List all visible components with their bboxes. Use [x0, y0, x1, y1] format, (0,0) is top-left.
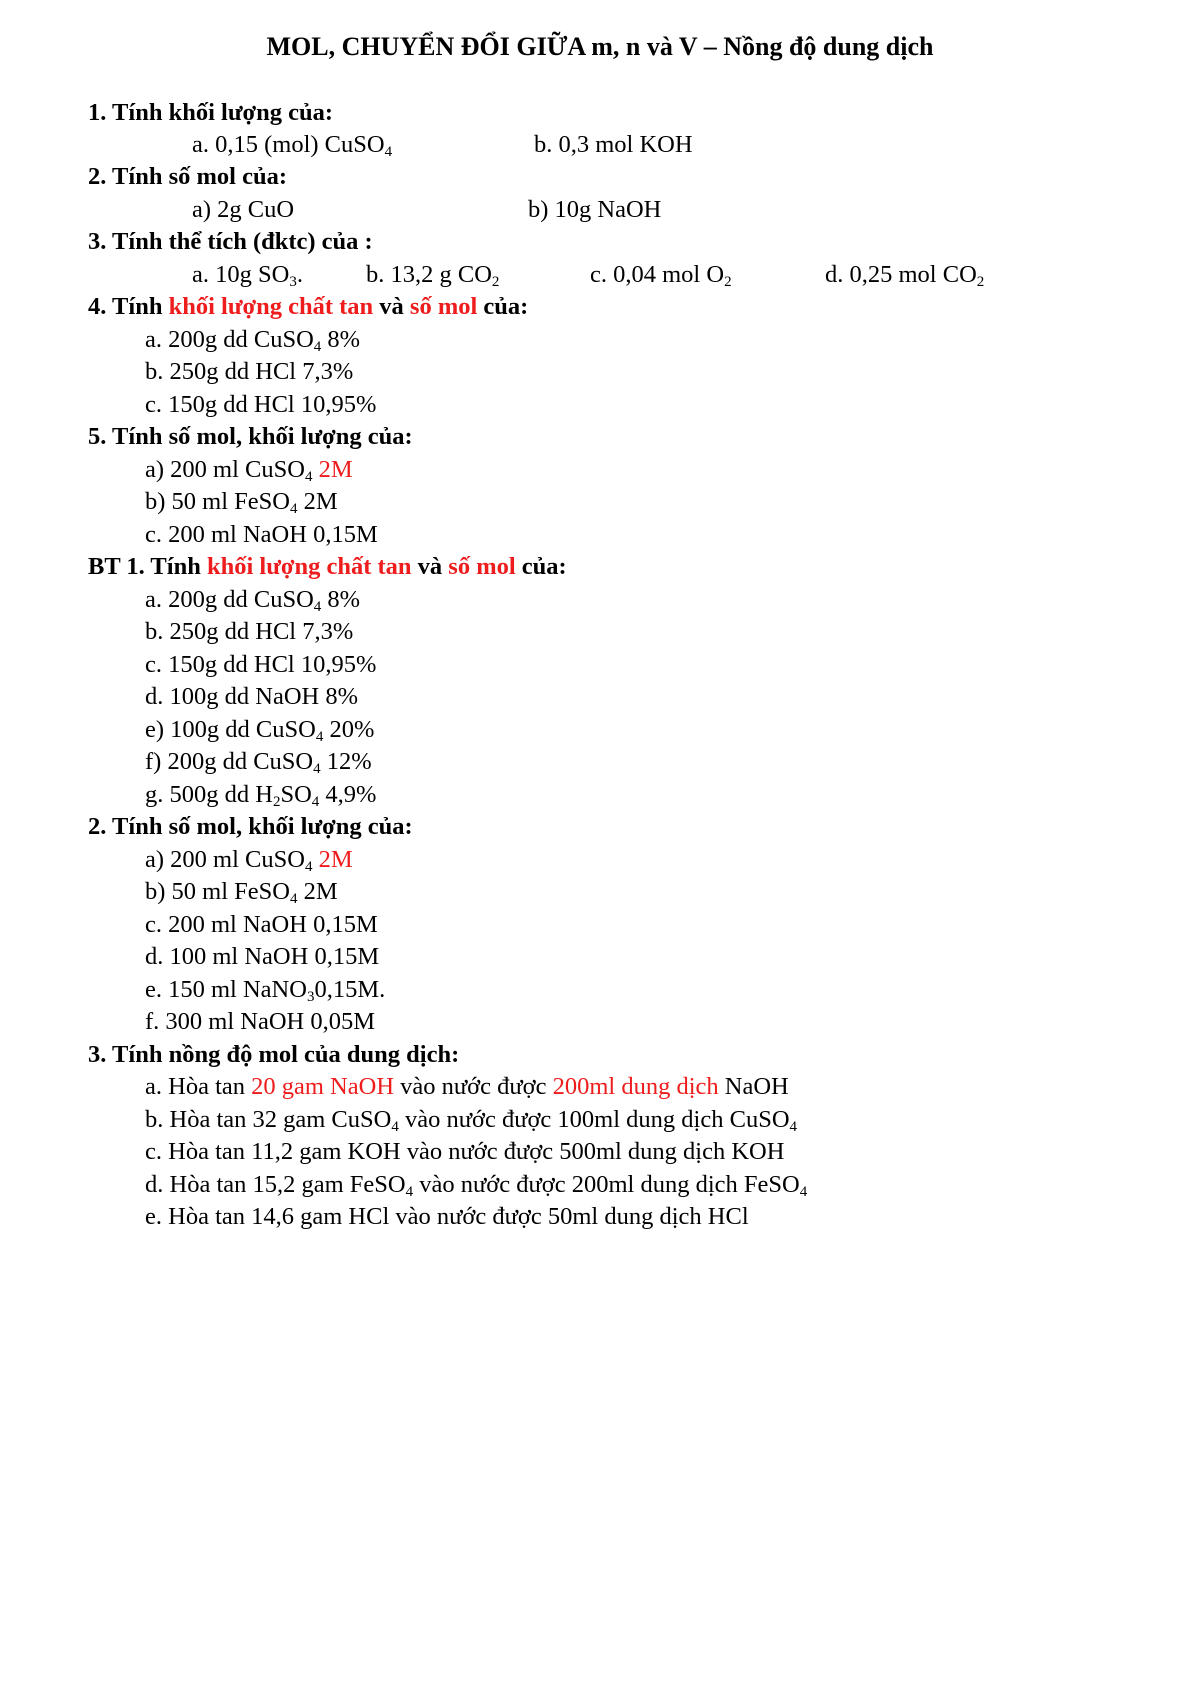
bt1-item-a: a. 200g dd CuSO$_4$ 8%	[145, 586, 361, 615]
bt2-item-d: d. 100 ml NaOH 0,15M	[145, 943, 380, 970]
q5-item-c: c. 200 ml NaOH 0,15M	[145, 521, 378, 548]
bt2-item-b: b) 50 ml FeSO$_4$ 2M	[145, 878, 338, 907]
q3-heading: 3. Tính thể tích (đktc) của :	[88, 228, 373, 255]
q3-item-a: a. 10g $SO_3$.	[192, 261, 303, 290]
q4-item-b: b. 250g dd HCl 7,3%	[145, 358, 354, 385]
q5-item-a: a) 200 ml CuSO$_4$ 2M	[145, 456, 353, 485]
bt1-item-g: g. 500g dd $H_2SO_4$ 4,9%	[145, 781, 377, 810]
q3-item-d: d. 0,25 mol $CO_2$	[825, 261, 985, 290]
bt1-item-b: b. 250g dd HCl 7,3%	[145, 618, 354, 645]
q2-item-a: a) 2g CuO	[192, 196, 295, 223]
bt1-item-c: c. 150g dd HCl 10,95%	[145, 651, 377, 678]
bt1-item-d: d. 100g dd NaOH 8%	[145, 683, 358, 710]
bt2-item-f: f. 300 ml NaOH 0,05M	[145, 1008, 376, 1035]
q1-item-b: b. 0,3 mol KOH	[534, 131, 693, 158]
q3-item-b: b. 13,2 g $CO_2$	[366, 261, 500, 290]
bt3-item-c: c. Hòa tan 11,2 gam KOH vào nước được 500ml dung dịch KOH	[145, 1138, 785, 1165]
q5-heading: 5. Tính số mol, khối lượng của:	[88, 423, 413, 450]
q4-item-a: a. 200g dd CuSO$_4$ 8%	[145, 326, 361, 355]
bt1-item-e: e) 100g dd CuSO$_4$ 20%	[145, 716, 375, 745]
bt2-item-e: e. 150 ml NaNO$_3$0,15M.	[145, 976, 386, 1005]
q4-heading: 4. Tính khối lượng chất tan và số mol của:	[88, 293, 529, 320]
bt1-item-f: f) 200g dd CuSO$_4$ 12%	[145, 748, 372, 777]
q2-heading: 2. Tính số mol của:	[88, 163, 287, 190]
bt3-item-e: e. Hòa tan 14,6 gam HCl vào nước được 50ml dung dịch HCl	[145, 1203, 749, 1230]
q4-item-c: c. 150g dd HCl 10,95%	[145, 391, 377, 418]
bt2-heading: 2. Tính số mol, khối lượng của:	[88, 813, 413, 840]
bt3-item-d: d. Hòa tan 15,2 gam FeSO$_4$ vào nước được 200ml dung dịch FeSO$_4$	[145, 1171, 808, 1200]
bt3-heading: 3. Tính nồng độ mol của dung dịch:	[88, 1041, 460, 1068]
bt3-item-a: a. Hòa tan 20 gam NaOH vào nước được 200ml dung dịch NaOH	[145, 1073, 789, 1100]
q3-item-c: c. 0,04 mol $O_2$	[590, 261, 732, 290]
bt2-item-a: a) 200 ml CuSO$_4$ 2M	[145, 846, 353, 875]
q1-item-a: a. 0,15 (mol) CuSO$_4$	[192, 131, 393, 160]
bt3-item-b: b. Hòa tan 32 gam CuSO$_4$ vào nước được 100ml dung dịch CuSO$_4$	[145, 1106, 798, 1135]
q5-item-b: b) 50 ml FeSO$_4$ 2M	[145, 488, 338, 517]
bt2-item-c: c. 200 ml NaOH 0,15M	[145, 911, 378, 938]
q2-item-b: b) 10g NaOH	[528, 196, 662, 223]
bt1-heading: BT 1. Tính khối lượng chất tan và số mol của:	[88, 553, 567, 580]
q1-heading: 1. Tính khối lượng của:	[88, 99, 333, 126]
page-title: MOL, CHUYỂN ĐỔI GIỮA m, n và V – Nồng độ dung dịch	[266, 32, 934, 61]
